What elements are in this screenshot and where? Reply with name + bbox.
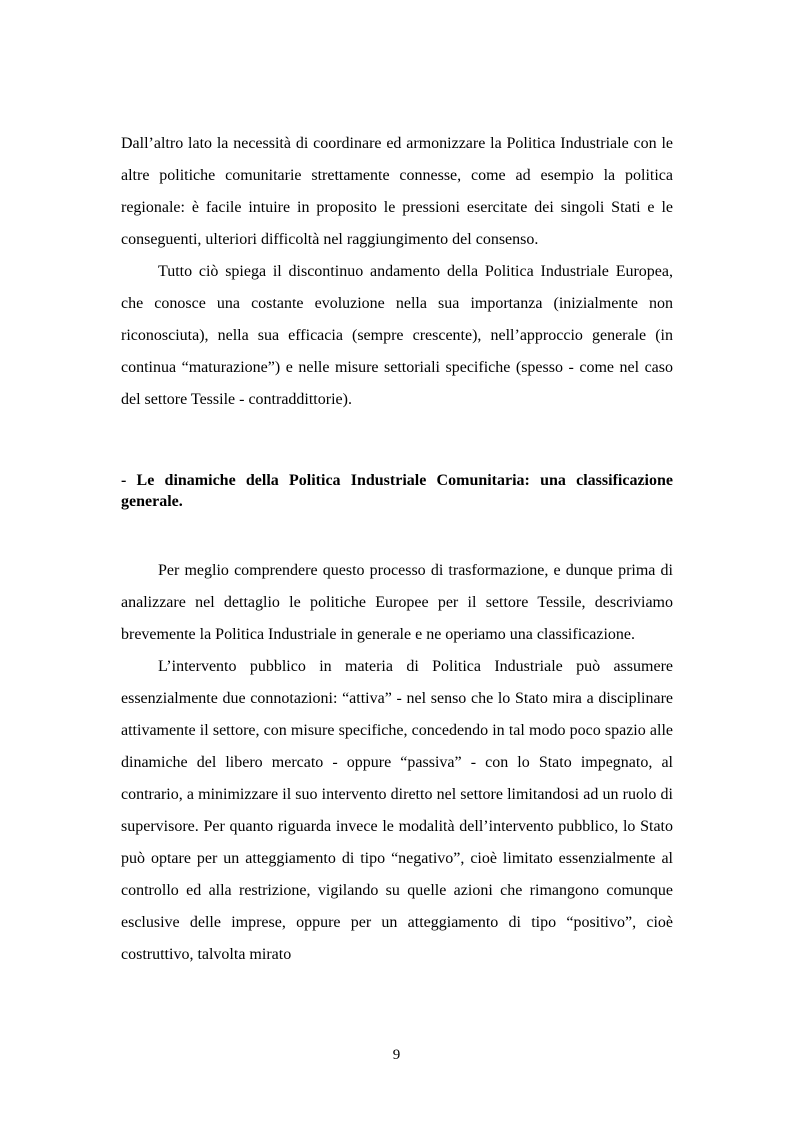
section-spacer <box>121 416 673 470</box>
paragraph-4: L’intervento pubblico in materia di Politica Industriale può assumere essenzialmente due connotazioni: “attiva” - nel senso che lo Stato mira a disciplinare attivamente il settore, con misure specifiche, concedendo in tal modo poco spazio alle dinamiche del libero mercato - oppure “passiva” - con lo Stato impegnato, al contrario, a minimizzare il suo intervento diretto nel settore limitandosi ad un ruolo di supervisore. Per quanto riguarda invece le modalità dell’intervento pubblico, lo Stato può optare per un atteggiamento di tipo “negativo”, cioè limitato essenzialmente al controllo ed alla restrizione, vigilando su quelle azioni che rimangono comunque esclusive delle imprese, oppure per un atteggiamento di tipo “positivo”, cioè costruttivo, talvolta mirato <box>121 658 673 963</box>
section-spacer <box>121 512 673 555</box>
paragraph-2: Tutto ciò spiega il discontinuo andamento della Politica Industriale Europea, che conosce una costante evoluzione nella sua importanza (inizialmente non riconosciuta), nella sua efficacia (sempre crescente), nell’approccio generale (in continua “maturazione”) e nelle misure settoriali specifiche (spesso - come nel caso del settore Tessile - contraddittorie). <box>121 263 673 408</box>
section-heading: - Le dinamiche della Politica Industriale Comunitaria: una classificazione generale. <box>121 472 673 510</box>
paragraph-3: Per meglio comprendere questo processo di trasformazione, e dunque prima di analizzare nel dettaglio le politiche Europee per il settore Tessile, descriviamo brevemente la Politica Industriale in generale e ne operiamo una classificazione. <box>121 562 673 643</box>
paragraph-1: Dall’altro lato la necessità di coordinare ed armonizzare la Politica Industriale con le altre politiche comunitarie strettamente connesse, come ad esempio la politica regionale: è facile intuire in proposito le pressioni esercitate dei singoli Stati e le conseguenti, ulteriori difficoltà nel raggiungimento del consenso. <box>121 135 673 248</box>
page-body <box>121 128 673 971</box>
page-number: 9 <box>392 1047 401 1063</box>
